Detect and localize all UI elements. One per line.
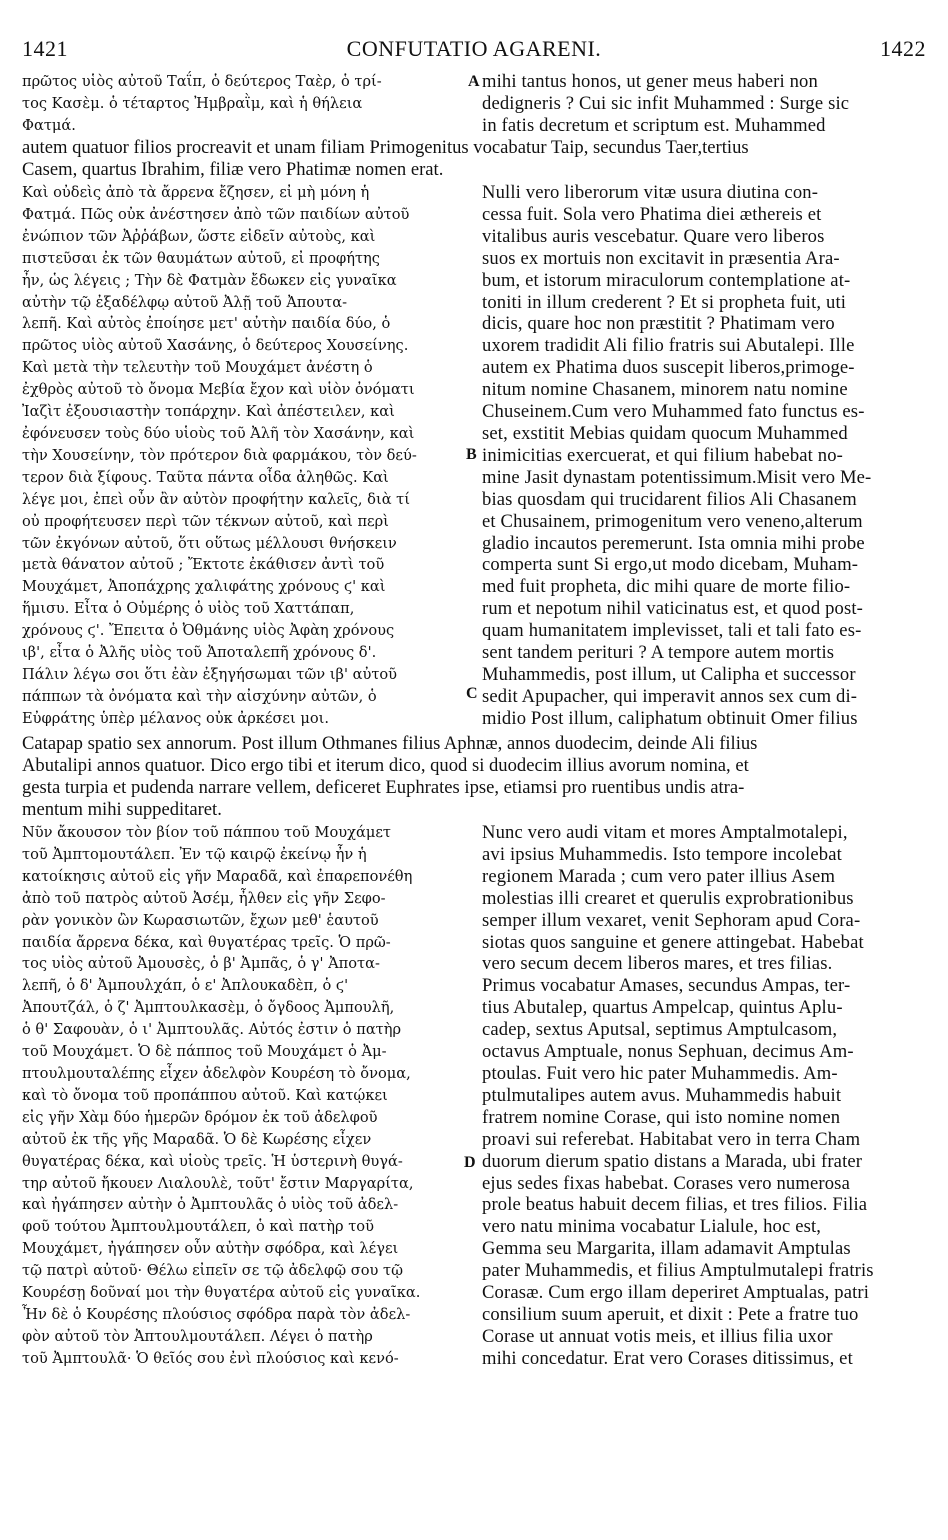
greek-line: λέγε μοι, ἐπεὶ οὖν ἂν αὐτὸν προφήτην καλεῖς, διὰ τί bbox=[22, 490, 410, 508]
greek-line: τος Κασὲμ. ὁ τέταρτος Ἠμβραῒμ, καὶ ἡ θήλεια bbox=[22, 94, 363, 112]
latin-column-1 bbox=[482, 71, 926, 137]
greek-line: τηρ αὐτοῦ ἤκουεν Λιαλουλὲ, τοῦτ' ἔστιν Μαργαρίτα, bbox=[22, 1174, 414, 1192]
latin-line: cadep, sextus Aputsal, septimus Amptulcasom, bbox=[482, 1019, 838, 1041]
greek-line: λεπῆ, ὁ δ' Ἀμπουλχάπ, ὁ ε' Ἀπλουκαδὲπ, ὁ ϛ' bbox=[22, 977, 349, 995]
latin-line: gladio incautos peremerunt. Ista omnia mihi probe bbox=[482, 532, 865, 554]
latin-line: comperta sunt Si ergo,ut modo dicebam, Muham- bbox=[482, 554, 859, 576]
latin-line: sedit Apupacher, qui imperavit annos sex cum di- bbox=[482, 685, 858, 707]
latin-line: vero secum decem liberos mares, et tres filias. bbox=[482, 953, 833, 975]
greek-line: πρῶτος υἱὸς αὐτοῦ Ταΐπ, ὁ δεύτερος Ταὲρ, ὁ τρί- bbox=[22, 73, 382, 90]
greek-column-2 bbox=[22, 182, 472, 730]
greek-line: Φατμά. bbox=[22, 116, 76, 134]
latin-line: suos ex mortuis non excitavit in præsentia Ara- bbox=[482, 247, 840, 269]
greek-line: ἀπὸ τοῦ πατρὸς αὐτοῦ Ἀσέμ, ἦλθεν εἰς γῆν Σεφο- bbox=[22, 889, 386, 907]
latin-line: gesta turpia et pudenda narrare vellem, deficeret Euphrates ipse, etiamsi pro ruentibus undis atra- bbox=[22, 776, 745, 798]
greek-line: καὶ τὸ ὄνομα τοῦ προπάππου αὐτοῦ. Καὶ κατῴκει bbox=[22, 1086, 388, 1104]
greek-line: ἐνώπιον τῶν Ἀῤῥάβων, ὥστε εἰδεῖν αὐτοὺς, καὶ bbox=[22, 227, 376, 245]
greek-line: τερον διὰ ξίφους. Ταῦτα πάντα οἶδα ἀληθῶς. Καὶ bbox=[22, 468, 389, 486]
latin-line: uxorem tradidit Ali filio fratris sui Abutalepi. Ille bbox=[482, 335, 855, 357]
latin-line: Primus vocabatur Amases, secundus Ampas, ter- bbox=[482, 975, 851, 997]
latin-column-3 bbox=[482, 822, 926, 1370]
latin-line: quam humanitatem implevisset, tali et tali fato es- bbox=[482, 620, 862, 642]
latin-line: inimicitias exercuerat, et qui filium habebat no- bbox=[482, 444, 844, 466]
greek-line: τοῦ Ἀμπτουλᾶ· Ὁ θεῖός σου ἐνὶ πλούσιος καὶ κενό- bbox=[22, 1349, 399, 1367]
greek-line: τῷ πατρὶ αὐτοῦ· Θέλω εἰπεῖν σε τῷ ἀδελφῷ σου τῷ bbox=[22, 1262, 404, 1280]
latin-line: Catapap spatio sex annorum. Post illum Othmanes filius Aphnæ, annos duodecim, deinde Ali filius bbox=[22, 733, 758, 754]
running-header bbox=[22, 36, 926, 66]
latin-line: Casem, quartus Ibrahim, filiæ vero Phatimæ nomen erat. bbox=[22, 158, 444, 180]
latin-line: rum et nepotum nihil vaticinatus est, et quod post- bbox=[482, 598, 864, 620]
latin-line: bias quosdam qui trucidarent filios Ali Chasanem bbox=[482, 488, 857, 510]
greek-line: Μουχάμετ, ἠγάπησεν οὖν αὐτὴν σφόδρα, καὶ λέγει bbox=[22, 1240, 399, 1258]
greek-line: ιβ', εἶτα ὁ Ἀλῆς υἱὸς τοῦ Ἀποταλεπῆ χρόνους δ'. bbox=[22, 644, 377, 662]
greek-line: παιδία ἄρρενα δέκα, καὶ θυγατέρας τρεῖς. Ὁ πρῶ- bbox=[22, 933, 391, 951]
latin-line: Gemma seu Margarita, illam adamavit Amptulas bbox=[482, 1238, 851, 1260]
latin-line: prole beatus habuit decem filias, et tres filios. Filia bbox=[482, 1194, 868, 1216]
greek-line: τοῦ Μουχάμετ. Ὁ δὲ πάππος τοῦ Μουχάμετ ὁ Ἀμ- bbox=[22, 1043, 387, 1061]
latin-line: pater Muhammedis, et filius Amptulmutalepi fratris bbox=[482, 1260, 874, 1282]
latin-line: bum, et istorum miraculorum contemplatione at- bbox=[482, 269, 851, 291]
greek-line: θυγατέρας δέκα, καὶ υἱοὺς τρεῖς. Ἡ ὑστερινὴ θυγά- bbox=[22, 1152, 403, 1170]
latin-line: sent tandem perituri ? A tempore autem mortis bbox=[482, 642, 835, 664]
greek-line: εἰς γῆν Χὰμ δύο ἡμερῶν δρόμον ἐκ τοῦ ἀδελφοῦ bbox=[22, 1108, 378, 1126]
latin-line: set, exstitit Mebias quidam quocum Muhammed bbox=[482, 422, 848, 444]
page-number-left: 1421 bbox=[22, 36, 68, 61]
latin-line: semper illum vexaret, venit Sephoram apud Cora- bbox=[482, 909, 861, 931]
latin-line: consilium suum aperuit, et dixit : Pete a fratre tuo bbox=[482, 1303, 859, 1325]
greek-line: αὐτοῦ ἐκ τῆς γῆς Μαραδᾶ. Ὁ δὲ Κωρέσης εἶχεν bbox=[22, 1130, 372, 1148]
greek-line: κατοίκησις αὐτοῦ εἰς γῆν Μαραδᾶ, καὶ ἐπαρεπονέθη bbox=[22, 867, 413, 885]
greek-line: πάππων τὰ ὀνόματα καὶ τὴν αἰσχύνην αὐτῶν, ὁ bbox=[22, 687, 377, 705]
page-number-right: 1422 bbox=[880, 36, 926, 61]
latin-line: Corase ut annuat votis meis, et illius filia uxor bbox=[482, 1325, 833, 1347]
latin-line: mihi concedatur. Erat vero Corases ditissimus, et bbox=[482, 1347, 853, 1369]
latin-line: Muhammedis, post illum, ut Calipha et successor bbox=[482, 663, 856, 685]
greek-line: τῶν ἐκγόνων αὐτοῦ, ὅτι οὕτως μέλλουσι θνήσκειν bbox=[22, 534, 397, 552]
latin-line: mentum mihi suppeditaret. bbox=[22, 798, 222, 820]
greek-line: Καὶ μετὰ τὴν τελευτὴν τοῦ Μουχάμετ ἀνέστη ὁ bbox=[22, 359, 373, 377]
latin-line: toniti in illum crederent ? Et si propheta fuit, uti bbox=[482, 291, 847, 313]
greek-line: ἐφόνευσεν τοὺς δύο υἱοὺς τοῦ Ἀλῆ τὸν Χασάνην, καὶ bbox=[22, 424, 415, 442]
greek-line: Πάλιν λέγω σοι ὅτι ἐὰν ἐξηγήσωμαι τῶν ιβ' αὐτοῦ bbox=[22, 665, 398, 683]
greek-line: Φατμά. Πῶς οὐκ ἀνέστησεν ἀπὸ τῶν παιδίων αὐτοῦ bbox=[22, 205, 410, 223]
greek-line: ἥμισυ. Εἶτα ὁ Οὐμέρης ὁ υἱὸς τοῦ Χαττάπαπ, bbox=[22, 600, 355, 618]
latin-line: regionem Marada ; cum vero pater illius Asem bbox=[482, 865, 836, 887]
greek-line: φὸν αὐτοῦ τὸν Ἀπτουλμουτάλεπ. Λέγει ὁ πατὴρ bbox=[22, 1327, 373, 1345]
latin-line: med fuit propheta, dic mihi quare de morte filio- bbox=[482, 576, 851, 598]
greek-line: Ἰαζὶτ ἐξουσιαστὴν τοπάρχην. Καὶ ἀπέστειλεν, καὶ bbox=[22, 403, 395, 421]
latin-line: autem ex Phatima duos suscepit liberos,primoge- bbox=[482, 357, 855, 379]
latin-line: dicis, quare hoc non præstitit ? Phatimam vero bbox=[482, 313, 835, 335]
greek-line: Μουχάμετ, Ἀποπάχρης χαλιφάτης χρόνους ϛ' καὶ bbox=[22, 578, 386, 596]
latin-line: mihi tantus honos, ut gener meus haberi non bbox=[482, 71, 818, 92]
latin-line: Abutalipi annos quatuor. Dico ergo tibi et iterum dico, quod si duodecim illius avorum nomina, et bbox=[22, 754, 749, 776]
latin-line: in fatis decretum et scriptum est. Muhammed bbox=[482, 114, 826, 136]
greek-column-3 bbox=[22, 822, 472, 1370]
latin-line: dedigneris ? Cui sic infit Muhammed : Surge sic bbox=[482, 92, 850, 114]
greek-line: τος υἱὸς αὐτοῦ Ἀμουσὲς, ὁ β' Ἀμπᾶς, ὁ γ' Ἀποτα- bbox=[22, 955, 380, 973]
margin-letter-a: A bbox=[468, 73, 480, 90]
greek-line: πιστεῦσαι ἐκ τῶν θαυμάτων αὐτοῦ, εἰ προφήτης bbox=[22, 249, 380, 267]
greek-line: πρῶτος υἱὸς αὐτοῦ Χασάνης, ὁ δεύτερος Χουσείνης. bbox=[22, 337, 409, 355]
greek-line: Καὶ οὐδεὶς ἀπὸ τὰ ἄρρενα ἔζησεν, εἰ μὴ μόνη ἡ bbox=[22, 184, 370, 201]
greek-line: φοῦ τούτου Ἀμπτουλμουτάλεπ, ὁ καὶ πατὴρ τοῦ bbox=[22, 1218, 374, 1236]
latin-line: vitalibus auris vescebatur. Quare vero liberos bbox=[482, 225, 825, 247]
latin-line: duorum dierum spatio distans a Marada, ubi frater bbox=[482, 1150, 863, 1172]
greek-line: τοῦ Ἀμπτομουτάλεπ. Ἐν τῷ καιρῷ ἐκείνῳ ἦν ἡ bbox=[22, 845, 367, 863]
full-width-latin-1 bbox=[22, 137, 926, 181]
latin-line: nitum nomine Chasanem, minorem natu nomine bbox=[482, 379, 848, 401]
greek-line: Κουρέσῃ δοῦναί μοι τὴν θυγατέρα αὐτοῦ εἰς γυναῖκα. bbox=[22, 1284, 421, 1302]
greek-line: μετὰ θάνατον αὐτοῦ ; Ἔκτοτε ἐκάθισεν ἀντὶ τοῦ bbox=[22, 556, 385, 574]
margin-letter-b: B bbox=[466, 446, 477, 463]
greek-line: λεπῆ. Καὶ αὐτὸς ἐποίησε μετ' αὐτὴν παιδία δύο, ὁ bbox=[22, 315, 391, 333]
margin-letter-c: C bbox=[466, 685, 478, 702]
latin-line: Chuseinem.Cum vero Muhammed fato functus es- bbox=[482, 401, 865, 423]
greek-line: ἦν, ὡς λέγεις ; Τὴν δὲ Φατμὰν ἔδωκεν εἰς γυναῖκα bbox=[22, 271, 397, 289]
latin-line: fratrem nomine Corase, qui isto nomine nomen bbox=[482, 1106, 841, 1128]
greek-column-1 bbox=[22, 71, 472, 137]
greek-line: Νῦν ἄκουσον τὸν βίον τοῦ πάππου τοῦ Μουχάμετ bbox=[22, 824, 391, 841]
latin-line: ptoulas. Fuit vero hic pater Muhammedis. Am- bbox=[482, 1062, 838, 1084]
greek-line: πτουλμουταλέπης εἶχεν ἀδελφὸν Κουρέση τὸ ὄνομα, bbox=[22, 1064, 411, 1082]
latin-line: proavi sui referebat. Habitabat vero in terra Cham bbox=[482, 1128, 861, 1150]
greek-line: Ἀπουτζάλ, ὁ ζ' Ἀμπτουλκασὲμ, ὁ ὄγδοος Ἀμπουλῆ, bbox=[22, 999, 395, 1017]
greek-line: αὐτὴν τῷ ἐξαδέλφῳ αὐτοῦ Ἀλῇ τοῦ Ἀπουτα- bbox=[22, 293, 348, 311]
latin-line: et Chusainem, primogenitum vero veneno,alterum bbox=[482, 510, 863, 532]
greek-line: Ἦν δὲ ὁ Κουρέσης πλούσιος σφόδρα παρὰ τὸν ἀδελ- bbox=[22, 1305, 411, 1323]
latin-line: ejus sedes fixas habebat. Corases vero numerosa bbox=[482, 1172, 850, 1194]
greek-line: ρὰν γονικὸν ὢν Κωρασιωτῶν, ἔχων μεθ' ἑαυτοῦ bbox=[22, 911, 379, 929]
latin-line: Nunc vero audi vitam et mores Amptalmotalepi, bbox=[482, 822, 848, 843]
latin-line: ptulmutalipes autem avus. Muhammedis habuit bbox=[482, 1084, 842, 1106]
latin-column-2 bbox=[482, 182, 926, 730]
latin-line: avi ipsius Muhammedis. Isto tempore incolebat bbox=[482, 843, 842, 865]
latin-line: octavus Amptuale, nonus Sephuan, decimus Am- bbox=[482, 1041, 854, 1063]
latin-line: Corasæ. Cum ergo illam deperiret Amptualas, patri bbox=[482, 1282, 870, 1304]
greek-line: οὐ προφήτευσεν περὶ τῶν τέκνων αὐτοῦ, καὶ περὶ bbox=[22, 512, 389, 530]
greek-line: ὁ θ' Σαφουὰν, ὁ ι' Ἀμπτουλᾶς. Αὐτός ἐστιν ὁ πατὴρ bbox=[22, 1021, 402, 1039]
latin-line: midio Post illum, caliphatum obtinuit Omer filius bbox=[482, 707, 858, 729]
full-width-latin-2 bbox=[22, 733, 926, 821]
running-title: CONFUTATIO AGARENI. bbox=[346, 36, 602, 61]
greek-line: ἐχθρὸς αὐτοῦ τὸ ὄνομα Μεβία ἔχον καὶ υἱὸν ὀνόματι bbox=[22, 381, 415, 399]
latin-line: tius Abutalep, quartus Ampelcap, quintus Aplu- bbox=[482, 997, 843, 1019]
latin-line: mine Jasit dynastam potentissimum.Misit vero Me- bbox=[482, 466, 872, 488]
greek-line: Εὐφράτης ὑπὲρ μέλανος οὐκ ἀρκέσει μοι. bbox=[22, 709, 329, 727]
latin-line: autem quatuor filios procreavit et unam filiam Primogenitus vocabatur Taip, secundus Taer,tertius bbox=[22, 137, 749, 158]
latin-line: siotas quos sanguine et genere attingebat. Habebat bbox=[482, 931, 864, 953]
latin-line: molestias illi crearet et querulis exprobrationibus bbox=[482, 887, 854, 909]
latin-line: cessa fuit. Sola vero Phatima diei æthereis et bbox=[482, 203, 822, 225]
latin-line: Nulli vero liberorum vitæ usura diutina con- bbox=[482, 182, 819, 203]
margin-letter-d: D bbox=[464, 1154, 476, 1171]
greek-line: χρόνους ϛ'. Ἔπειτα ὁ Ὀθμάνης υἱὸς Ἀφὰη χρόνους bbox=[22, 622, 395, 640]
latin-line: vero natu minima vocabatur Lialule, hoc est, bbox=[482, 1216, 822, 1238]
greek-line: τὴν Χουσείνην, τὸν πρότερον διὰ φαρμάκου, τὸν δεύ- bbox=[22, 446, 417, 464]
greek-line: καὶ ἠγάπησεν αὐτὴν ὁ Ἀμπτουλᾶς ὁ υἱὸς τοῦ ἀδελ- bbox=[22, 1196, 399, 1214]
